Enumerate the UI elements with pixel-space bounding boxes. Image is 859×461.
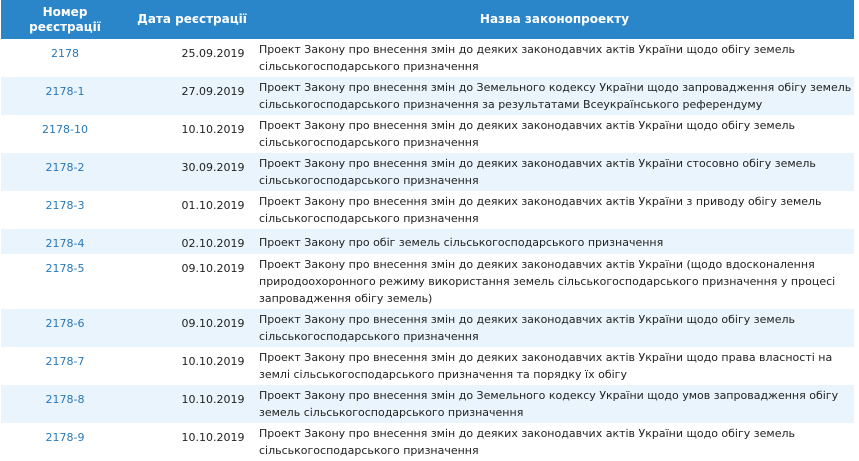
- table-row: [1, 153, 854, 191]
- bill-date: 01.10.2019: [181, 199, 245, 212]
- bill-number-link[interactable]: 2178-3: [45, 199, 85, 212]
- bill-number-link[interactable]: 2178-7: [45, 355, 85, 368]
- table-header: [1, 0, 854, 39]
- header-registration-number: Номер реєстрації: [29, 4, 101, 34]
- bill-title: Проект Закону про внесення змін до деяких законодавчих актів України щодо обігу земель сільськогосподарського призначення: [259, 119, 795, 149]
- bill-date: 25.09.2019: [181, 47, 245, 60]
- header-bill-title: Назва законопроекту: [479, 12, 630, 26]
- bill-date: 10.10.2019: [181, 355, 245, 368]
- bill-date: 27.09.2019: [181, 85, 245, 98]
- table-row: [1, 39, 854, 77]
- bill-title: Проект Закону про обіг земель сільськогосподарського призначення: [259, 236, 664, 249]
- bill-date: 10.10.2019: [181, 393, 245, 406]
- bill-title: Проект Закону про внесення змін до деяких законодавчих актів України щодо обігу земель сільськогосподарського призначення: [259, 313, 795, 343]
- table-body: [1, 39, 854, 461]
- bill-number-link[interactable]: 2178-1: [45, 85, 85, 98]
- table-row: [1, 77, 854, 115]
- bill-number-link[interactable]: 2178: [51, 47, 79, 60]
- table-row: [1, 254, 854, 309]
- bill-date: 09.10.2019: [181, 317, 245, 330]
- table-row: [1, 423, 854, 461]
- bills-table: [1, 0, 854, 461]
- bill-number-link[interactable]: 2178-10: [42, 123, 88, 136]
- bill-title: Проект Закону про внесення змін до деяких законодавчих актів України щодо права власності на землі сільськогосподарського призначення та порядку їх обігу: [259, 351, 833, 381]
- bill-number-link[interactable]: 2178-5: [45, 262, 85, 275]
- table-row: [1, 115, 854, 153]
- table-row: [1, 385, 854, 423]
- bill-date: 10.10.2019: [181, 123, 245, 136]
- bill-title: Проект Закону про внесення змін до деяких законодавчих актів України щодо обігу земель сільськогосподарського призначення: [259, 43, 795, 73]
- bill-number-link[interactable]: 2178-6: [45, 317, 85, 330]
- header-registration-date: Дата реєстрації: [137, 12, 247, 26]
- bill-title: Проект Закону про внесення змін до Земельного кодексу України щодо умов запровадження обігу земель сільськогосподарського призначення: [259, 389, 839, 419]
- bill-number-link[interactable]: 2178-2: [45, 161, 85, 174]
- bill-title: Проект Закону про внесення змін до деяких законодавчих актів України з приводу обігу земель сільськогосподарського призначення: [259, 195, 822, 225]
- bill-number-link[interactable]: 2178-8: [45, 393, 85, 406]
- table-row: [1, 229, 854, 254]
- bill-date: 02.10.2019: [181, 237, 245, 250]
- bill-title: Проект Закону про внесення змін до деяких законодавчих актів України (щодо вдосконалення природоохоронного режиму використання земель сільськогосподарського призначення у процесі запровадження обігу земель): [259, 258, 836, 305]
- bill-date: 10.10.2019: [181, 431, 245, 444]
- bill-date: 09.10.2019: [181, 262, 245, 275]
- header-row: [1, 0, 854, 39]
- bill-number-link[interactable]: 2178-4: [45, 237, 85, 250]
- bill-title: Проект Закону про внесення змін до деяких законодавчих актів України щодо обігу земель сільськогосподарського призначення: [259, 427, 795, 457]
- bill-date: 30.09.2019: [181, 161, 245, 174]
- bill-number-link[interactable]: 2178-9: [45, 431, 85, 444]
- bill-title: Проект Закону про внесення змін до деяких законодавчих актів України стосовно обігу земель сільськогосподарського призначення: [259, 157, 816, 187]
- bill-title: Проект Закону про внесення змін до Земельного кодексу України щодо запровадження обігу земель сільськогосподарського призначення за результатами Всеукраїнського референдуму: [259, 81, 852, 111]
- table-row: [1, 309, 854, 347]
- table-row: [1, 191, 854, 229]
- table-row: [1, 347, 854, 385]
